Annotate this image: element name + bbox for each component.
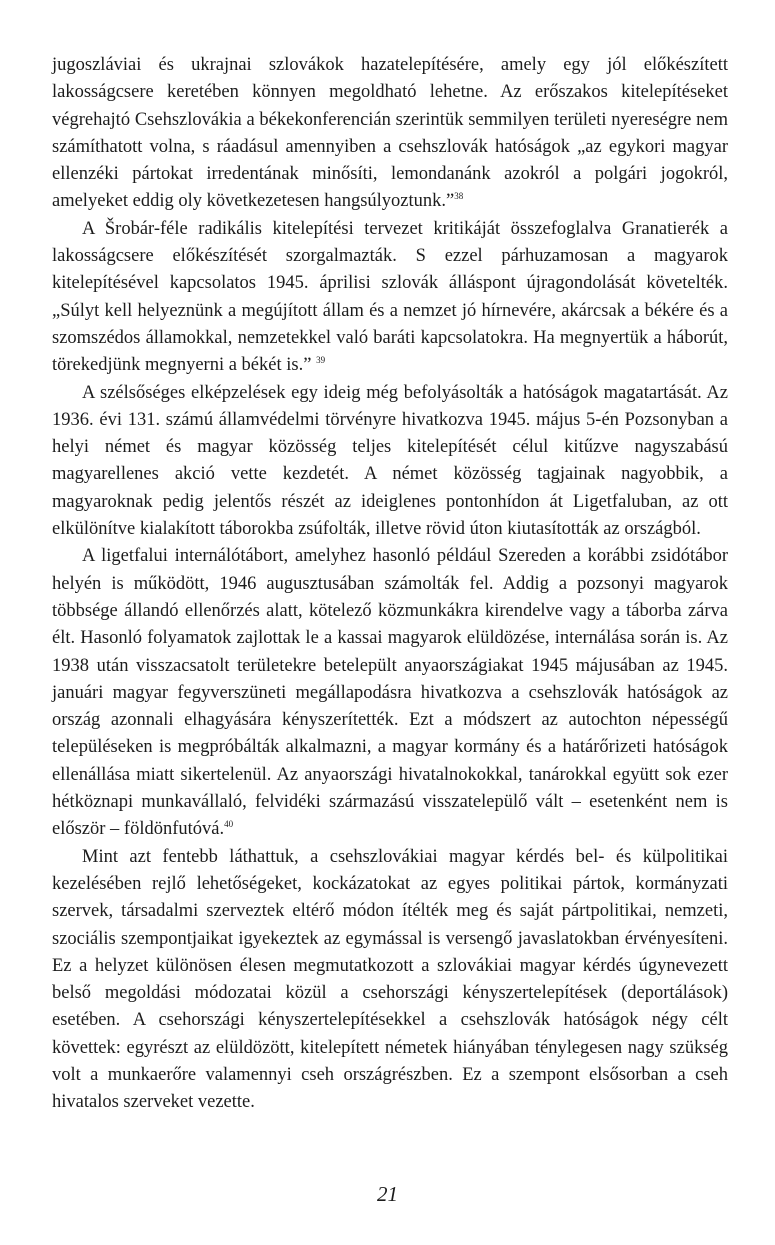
paragraph-1 [52, 52, 728, 216]
paragraph-4-text: A ligetfalui internálótábort, amelyhez hasonló például Szereden a korábbi zsidótábor helyén is működött, 1946 augusztusában számolták fel. Addig a pozsonyi magyarok többsége állandó ellenőrzés alatt, kötelező közmunkákra kirendelve vagy a táborba zárva élt. Hasonló folyamatok zajlottak le a kassai magyarok elüldözése, internálása során is. Az 1938 után visszacsatolt területekre betelepült anyaországiakat 1945 májusában az 1945. januári magyar fegyverszüneti megállapodásra hivatkozva a csehszlovák hatóságok az ország azonnali elhagyására kényszerítették. Ezt a módszert az autochton népességű településeken is megpróbálták alkalmazni, a magyar kormány és a határőrizeti hatóságok ellenállása miatt sikertelenül. Az anyaországi hivatalnokokkal, tanárokkal együtt sok ezer hétköznapi munkavállaló, felvidéki származású visszatelepülő vált – esetenként nem is először – földönfutóvá. [52, 546, 728, 840]
paragraph-1-text: jugoszláviai és ukrajnai szlovákok hazatelepítésére, amely egy jól előkészített lakosságcsere keretében könnyen megoldható lehetne. Az erőszakos kitelepítéseket végrehajtó Csehszlovákia a békekonferencián szerintük semmilyen területi nyereségre nem számíthatott volna, s ráadásul amennyiben a csehszlovák hatóságok „az egykori magyar ellenzéki pártokat irredentának minősíti, lemondanánk azokról a polgári jogokról, amelyeket eddig oly következetesen hangsúlyoztunk.” [52, 55, 728, 212]
paragraph-3 [52, 380, 728, 544]
page-body [52, 52, 728, 1117]
footnote-ref-39: 39 [316, 355, 326, 366]
paragraph-3-text: A szélsőséges elképzelések egy ideig még befolyásolták a hatóságok magatartását. Az 1936. évi 131. számú államvédelmi törvényre hivatkozva 1945. május 5-én Pozsonyban a helyi német és magyar közösség teljes kitelepítését célul kitűzve nagyszabású magyarellenes akció vette kezdetét. A német közösség tagjainak nagyobbik, a magyaroknak pedig jelentős részét az ideiglenes pontonhídon át Ligetfaluban, az ott elkülönítve kialakított táborokba zsúfolták, illetve rövid úton kiutasították az országból. [52, 382, 728, 540]
footnote-ref-38: 38 [454, 191, 464, 202]
paragraph-5-text: Mint azt fentebb láthattuk, a csehszlovákiai magyar kérdés bel- és külpolitikai kezelésében rejlő lehetőségeket, kockázatokat az egyes politikai pártok, kormányzati szervek, társadalmi szerveztek eltérő módon ítélték meg és saját pártpolitikai, nemzeti, szociális szempontjaikat igyekeztek az egymással is versengő javaslatokban érvényesíteni. Ez a helyzet különösen élesen megmutatkozott a szlovákiai magyar kérdés úgynevezett belső megoldási módozatai közül a csehországi kényszertelepítések (deportálások) esetében. A csehországi kényszertelepítésekkel a csehszlovák hatóságok négy célt követtek: egyrészt az elüldözött, kitelepített németek hiányában ténylegesen nagy szükség volt a munkaerőre valamennyi cseh országrészben. Ez a szempont elsősorban a cseh hivatalos szerveket vezette. [52, 846, 728, 1113]
paragraph-5 [52, 844, 728, 1117]
paragraph-4 [52, 543, 728, 843]
paragraph-2-text: A Šrobár-féle radikális kitelepítési tervezet kritikáját összefoglalva Granatierék a lakosságcsere előkészítését szorgalmazták. S ezzel párhuzamosan a magyarok kitelepítésével kapcsolatos 1945. áprilisi szlovák álláspont újragondolását követelték. „Súlyt kell helyeznünk a megújított állam és a nemzet jó hírnevére, akárcsak a békére és a szomszédos államokkal, nemzetekkel való baráti kapcsolatokra. Ha megnyertük a háborút, törekedjünk megnyerni a békét is.” [52, 218, 728, 376]
paragraph-2 [52, 216, 728, 380]
footnote-ref-40: 40 [224, 819, 234, 830]
page-number: 21 [377, 1182, 398, 1206]
